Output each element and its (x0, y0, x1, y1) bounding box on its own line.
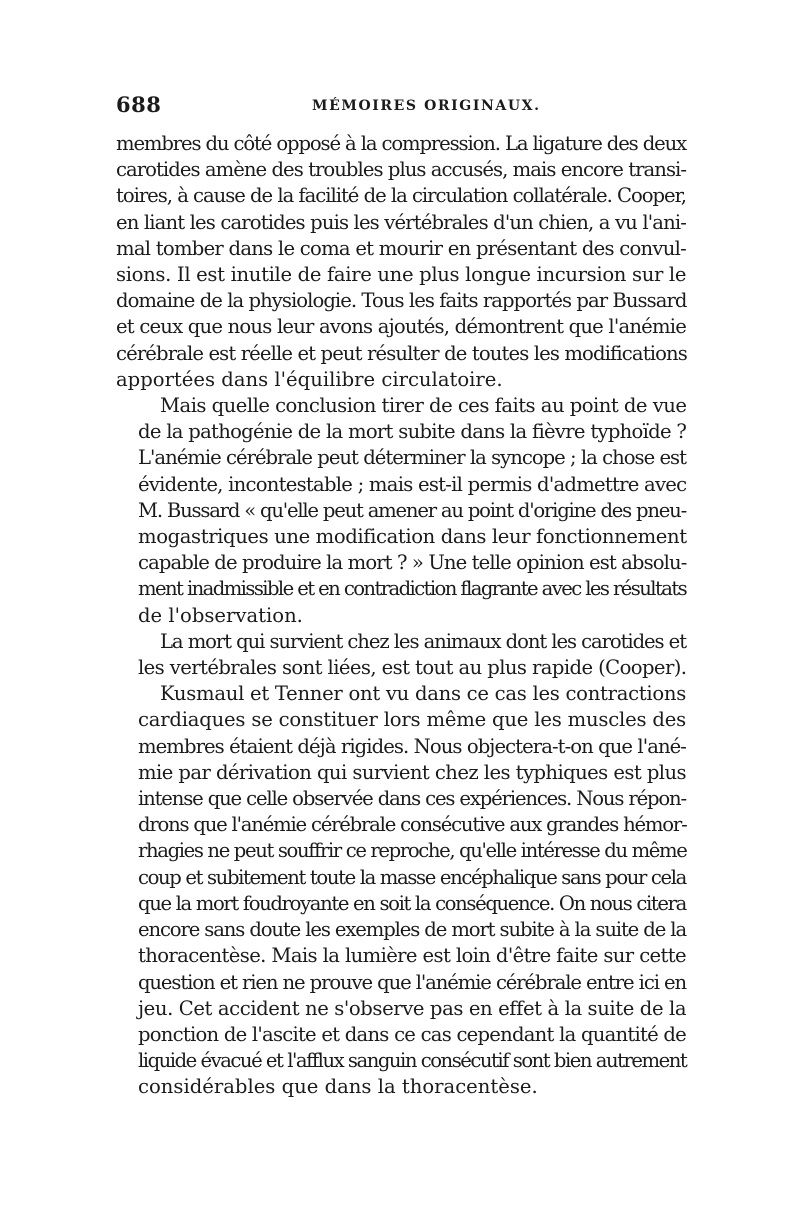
text-line: toires, à cause de la facilité de la circulation collatérale. Cooper, (116, 184, 686, 208)
text-line: drons que l'anémie cérébrale consécutive aux grandes hémor- (138, 813, 687, 837)
text-line: liquide évacué et l'afflux sanguin consécutif sont bien autrement (138, 1049, 687, 1073)
text-line: les vertébrales sont liées, est tout au plus rapide (Cooper). (138, 656, 687, 680)
text-line: considérables que dans la thoracentèse. (138, 1075, 538, 1099)
paragraph (116, 393, 686, 629)
text-line: évidente, incontestable ; mais est-il permis d'admettre avec (138, 472, 687, 496)
text-line: sions. Il est inutile de faire une plus longue incursion sur le (116, 263, 687, 287)
text-line: de l'observation. (138, 603, 303, 627)
text-line: mie par dérivation qui survient chez les typhiques est plus (138, 760, 686, 784)
text-line: de la pathogénie de la mort subite dans la fièvre typhoïde ? (138, 420, 687, 444)
body-text (116, 131, 686, 1101)
text-line: ment inadmissible et en contradiction flagrante avec les résultats (138, 577, 687, 601)
text-line: domaine de la physiologie. Tous les faits rapportés par Bussard (116, 289, 687, 313)
text-line: coup et subitement toute la masse encéphalique sans pour cela (138, 865, 686, 889)
text-line: que la mort foudroyante en soit la conséquence. On nous citera (138, 891, 686, 915)
text-line: en liant les carotides puis les vértébrales d'un chien, a vu l'ani- (116, 210, 686, 234)
text-line: et ceux que nous leur avons ajoutés, démontrent que l'anémie (116, 315, 686, 339)
text-line: ponction de l'ascite et dans ce cas cependant la quantité de (138, 1022, 686, 1046)
running-head (116, 92, 686, 126)
text-line: capable de produire la mort ? » Une telle opinion est absolu- (138, 551, 687, 575)
text-line: encore sans doute les exemples de mort subite à la suite de la (138, 918, 686, 942)
page-number: 688 (116, 92, 162, 117)
text-line: M. Bussard « qu'elle peut amener au point d'origine des pneu- (138, 498, 686, 522)
running-title: MÉMOIRES ORIGINAUX. (312, 98, 541, 114)
text-line: cardiaques se constituer lors même que les muscles des (138, 708, 686, 732)
text-line: apportées dans l'équilibre circulatoire. (116, 367, 503, 391)
text-line: La mort qui survient chez les animaux dont les carotides et (160, 629, 686, 653)
text-line: carotides amène des troubles plus accusés, mais encore transi- (116, 158, 687, 182)
text-line: membres étaient déjà rigides. Nous objectera-t-on que l'ané- (138, 734, 686, 758)
paragraph (116, 629, 686, 681)
text-line: mal tomber dans le coma et mourir en présentant des convul- (116, 236, 687, 260)
paragraph (116, 681, 686, 1100)
text-line: membres du côté opposé à la compression. La ligature des deux (116, 132, 686, 155)
text-line: rhagies ne peut souffrir ce reproche, qu'elle intéresse du même (138, 839, 687, 863)
text-line: cérébrale est réelle et peut résulter de toutes les modifications (116, 341, 687, 365)
text-line: mogastriques une modification dans leur fonctionnement (138, 525, 687, 549)
text-line: intense que celle observée dans ces expériences. Nous répon- (138, 787, 686, 811)
text-line: Kusmaul et Tenner ont vu dans ce cas les contractions (160, 682, 686, 706)
text-line: question et rien ne prouve que l'anémie cérébrale entre ici en (138, 970, 686, 994)
text-line: thoracentèse. Mais la lumière est loin d'être faite sur cette (138, 944, 686, 968)
paragraph (116, 131, 686, 393)
text-line: jeu. Cet accident ne s'observe pas en effet à la suite de la (138, 996, 687, 1020)
text-line: L'anémie cérébrale peut déterminer la syncope ; la chose est (138, 446, 686, 470)
text-line: Mais quelle conclusion tirer de ces faits au point de vue (160, 394, 687, 418)
